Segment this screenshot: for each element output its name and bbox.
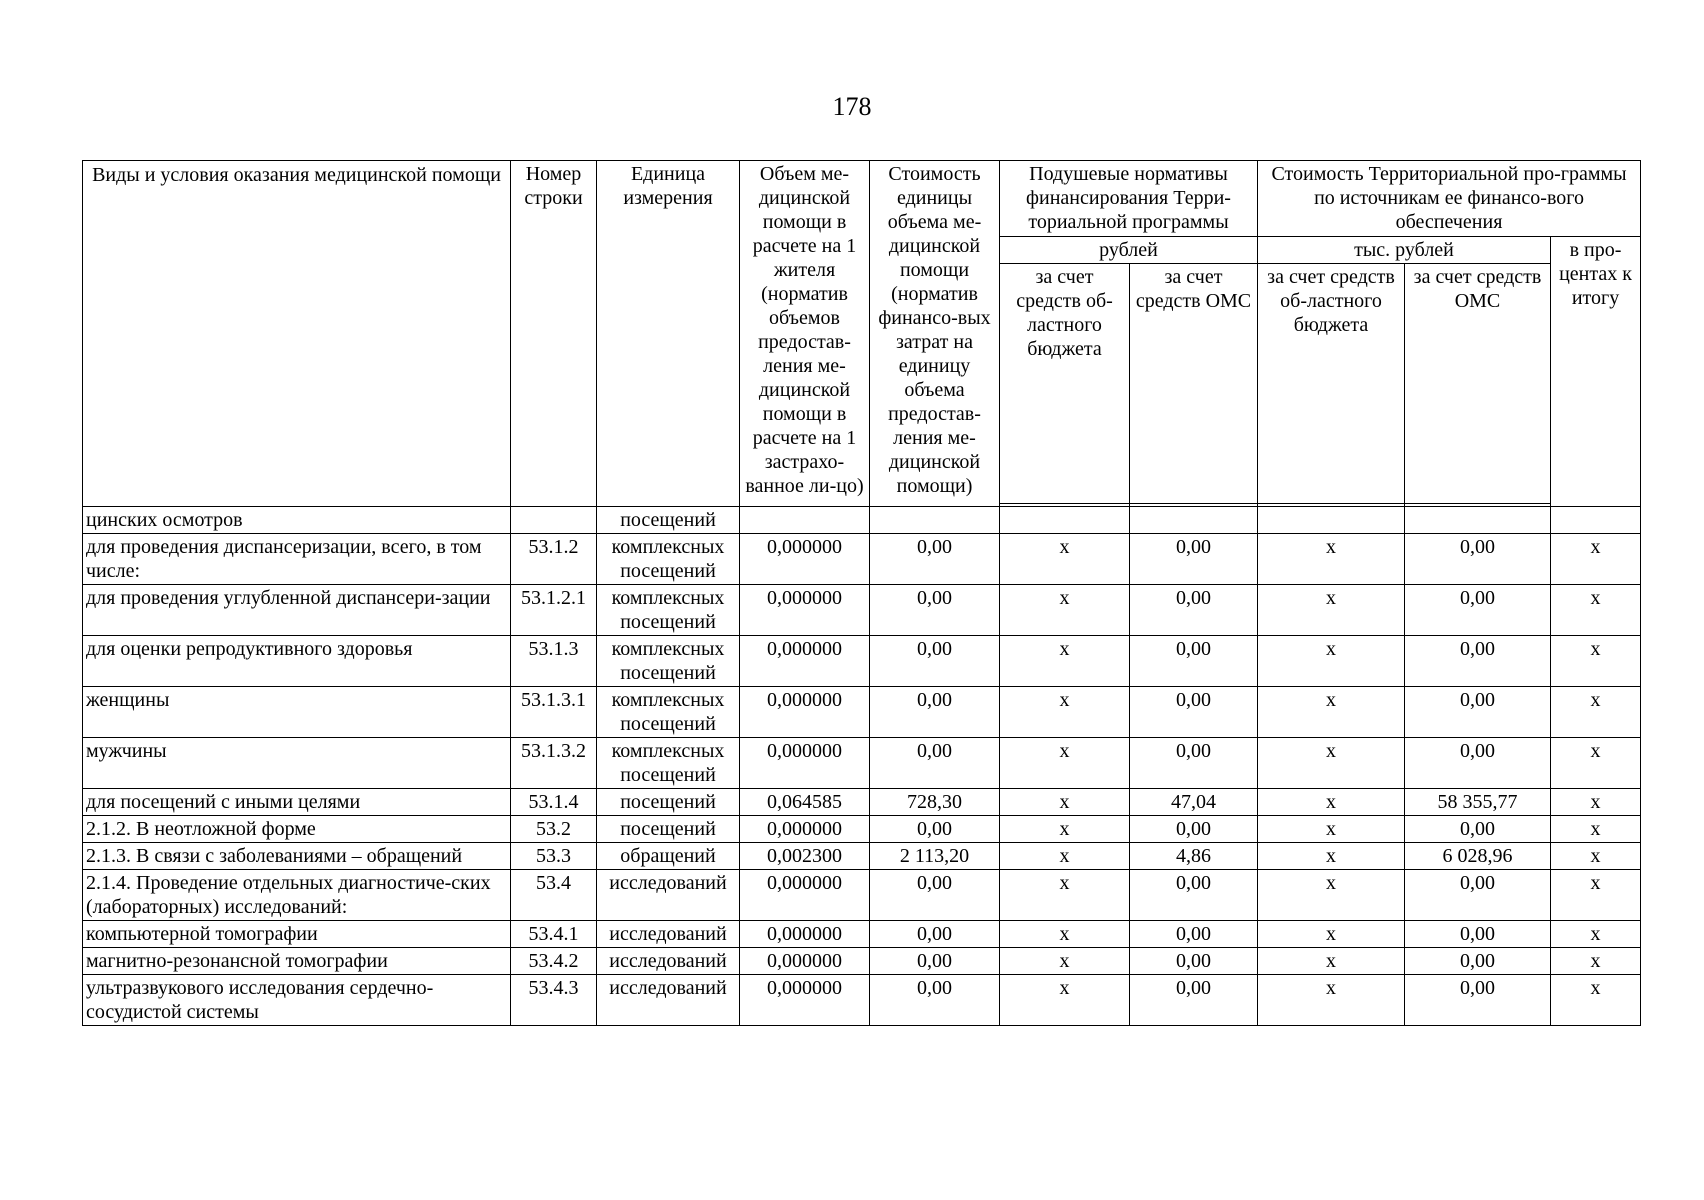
row-name: 2.1.4. Проведение отдельных диагностиче-ских (лабораторных) исследований:: [83, 870, 511, 921]
financing-table: [82, 160, 1641, 1026]
row-total-regional: x: [1258, 738, 1405, 789]
table-row: [83, 687, 1641, 738]
row-number: [511, 507, 597, 534]
row-volume: 0,000000: [740, 921, 870, 948]
row-cost: [870, 507, 1000, 534]
row-per-capita-regional: [1000, 507, 1130, 534]
row-cost: 0,00: [870, 816, 1000, 843]
table-body: [83, 507, 1641, 1026]
row-name: 2.1.3. В связи с заболеваниями – обращений: [83, 843, 511, 870]
row-percent: x: [1551, 534, 1641, 585]
table-header: [83, 161, 1641, 507]
row-per-capita-regional: x: [1000, 816, 1130, 843]
row-volume: 0,000000: [740, 585, 870, 636]
header-type: Виды и условия оказания медицинской помощи: [83, 161, 511, 507]
row-per-capita-oms: [1130, 507, 1258, 534]
header-unit-thousand-rub: тыс. рублей: [1258, 237, 1551, 264]
table-row: [83, 636, 1641, 687]
row-percent: x: [1551, 789, 1641, 816]
row-total-oms: 0,00: [1405, 687, 1551, 738]
row-name: мужчины: [83, 738, 511, 789]
row-percent: x: [1551, 738, 1641, 789]
table-row: [83, 507, 1641, 534]
row-name: компьютерной томографии: [83, 921, 511, 948]
table-row: [83, 585, 1641, 636]
row-name: 2.1.2. В неотложной форме: [83, 816, 511, 843]
row-per-capita-regional: x: [1000, 948, 1130, 975]
table-row: [83, 738, 1641, 789]
row-per-capita-regional: x: [1000, 921, 1130, 948]
row-total-regional: x: [1258, 921, 1405, 948]
row-unit: исследований: [597, 975, 740, 1026]
row-per-capita-oms: 0,00: [1130, 738, 1258, 789]
row-total-regional: x: [1258, 687, 1405, 738]
row-total-oms: 0,00: [1405, 921, 1551, 948]
header-cost-total: Стоимость Территориальной про-граммы по источникам ее финансо-вого обеспечения: [1258, 161, 1641, 237]
row-number: 53.4.1: [511, 921, 597, 948]
row-total-oms: 0,00: [1405, 534, 1551, 585]
row-per-capita-oms: 0,00: [1130, 534, 1258, 585]
row-volume: 0,000000: [740, 975, 870, 1026]
row-number: 53.4: [511, 870, 597, 921]
row-name: для проведения углубленной диспансери-зации: [83, 585, 511, 636]
row-percent: x: [1551, 870, 1641, 921]
table-row: [83, 975, 1641, 1026]
row-percent: x: [1551, 843, 1641, 870]
row-number: 53.4.3: [511, 975, 597, 1026]
row-per-capita-regional: x: [1000, 738, 1130, 789]
row-number: 53.1.3: [511, 636, 597, 687]
row-total-oms: 0,00: [1405, 585, 1551, 636]
row-name: для посещений с иными целями: [83, 789, 511, 816]
table-row: [83, 816, 1641, 843]
row-total-oms: 0,00: [1405, 948, 1551, 975]
page-number: 178: [832, 92, 872, 121]
row-cost: 0,00: [870, 975, 1000, 1026]
row-cost: 0,00: [870, 687, 1000, 738]
row-per-capita-oms: 4,86: [1130, 843, 1258, 870]
row-cost: 2 113,20: [870, 843, 1000, 870]
row-percent: x: [1551, 636, 1641, 687]
row-unit: обращений: [597, 843, 740, 870]
row-per-capita-oms: 0,00: [1130, 687, 1258, 738]
row-unit: исследований: [597, 921, 740, 948]
row-name: магнитно-резонансной томографии: [83, 948, 511, 975]
row-total-regional: x: [1258, 585, 1405, 636]
row-number: 53.4.2: [511, 948, 597, 975]
row-volume: 0,000000: [740, 948, 870, 975]
row-total-regional: x: [1258, 636, 1405, 687]
row-total-oms: [1405, 507, 1551, 534]
row-percent: x: [1551, 921, 1641, 948]
row-per-capita-regional: x: [1000, 975, 1130, 1026]
row-per-capita-oms: 47,04: [1130, 789, 1258, 816]
row-total-oms: 0,00: [1405, 738, 1551, 789]
row-per-capita-oms: 0,00: [1130, 948, 1258, 975]
row-total-regional: x: [1258, 975, 1405, 1026]
row-total-regional: x: [1258, 870, 1405, 921]
row-total-regional: x: [1258, 534, 1405, 585]
table-row: [83, 921, 1641, 948]
row-volume: 0,000000: [740, 816, 870, 843]
row-cost: 0,00: [870, 534, 1000, 585]
row-number: 53.1.2.1: [511, 585, 597, 636]
row-volume: 0,000000: [740, 636, 870, 687]
table-row: [83, 870, 1641, 921]
row-unit: посещений: [597, 507, 740, 534]
row-unit: посещений: [597, 789, 740, 816]
header-oms-total: за счет средств ОМС: [1405, 264, 1551, 504]
row-total-regional: x: [1258, 789, 1405, 816]
row-per-capita-regional: x: [1000, 843, 1130, 870]
row-cost: 0,00: [870, 948, 1000, 975]
row-total-regional: x: [1258, 843, 1405, 870]
row-volume: 0,002300: [740, 843, 870, 870]
row-per-capita-oms: 0,00: [1130, 816, 1258, 843]
header-unit: Единица измерения: [597, 161, 740, 507]
header-oms: за счет средств ОМС: [1130, 264, 1258, 504]
table-row: [83, 948, 1641, 975]
row-per-capita-regional: x: [1000, 585, 1130, 636]
row-total-oms: 6 028,96: [1405, 843, 1551, 870]
header-row-no: Номер строки: [511, 161, 597, 507]
row-per-capita-regional: x: [1000, 789, 1130, 816]
row-name: для оценки репродуктивного здоровья: [83, 636, 511, 687]
row-cost: 0,00: [870, 636, 1000, 687]
row-per-capita-regional: x: [1000, 636, 1130, 687]
row-volume: [740, 507, 870, 534]
row-unit: комплексных посещений: [597, 585, 740, 636]
header-cost: Стоимость единицы объема ме-дицинской помощи (норматив финансо-вых затрат на единицу объема предостав-ления ме-дицинской помощи): [870, 161, 1000, 507]
row-percent: x: [1551, 585, 1641, 636]
row-unit: исследований: [597, 870, 740, 921]
row-percent: x: [1551, 816, 1641, 843]
row-number: 53.2: [511, 816, 597, 843]
row-per-capita-oms: 0,00: [1130, 585, 1258, 636]
row-percent: [1551, 507, 1641, 534]
row-name: цинских осмотров: [83, 507, 511, 534]
row-percent: x: [1551, 687, 1641, 738]
row-volume: 0,000000: [740, 534, 870, 585]
header-regional: за счет средств об-ластного бюджета: [1000, 264, 1130, 504]
row-unit: посещений: [597, 816, 740, 843]
header-volume: Объем ме-дицинской помощи в расчете на 1 жителя (норматив объемов предостав-ления ме-дицинской помощи в расчете на 1 застрахо-ванное ли-цо): [740, 161, 870, 507]
row-unit: комплексных посещений: [597, 738, 740, 789]
row-cost: 0,00: [870, 921, 1000, 948]
header-per-capita: Подушевые нормативы финансирования Терри-ториальной программы: [1000, 161, 1258, 237]
row-unit: комплексных посещений: [597, 687, 740, 738]
table-row: [83, 534, 1641, 585]
row-unit: комплексных посещений: [597, 636, 740, 687]
row-per-capita-regional: x: [1000, 534, 1130, 585]
row-per-capita-oms: 0,00: [1130, 636, 1258, 687]
row-total-regional: x: [1258, 948, 1405, 975]
row-name: женщины: [83, 687, 511, 738]
row-cost: 0,00: [870, 585, 1000, 636]
row-volume: 0,000000: [740, 870, 870, 921]
row-total-regional: [1258, 507, 1405, 534]
row-total-regional: x: [1258, 816, 1405, 843]
table-row: [83, 843, 1641, 870]
row-per-capita-oms: 0,00: [1130, 975, 1258, 1026]
row-name: ультразвукового исследования сердечно-сосудистой системы: [83, 975, 511, 1026]
row-cost: 728,30: [870, 789, 1000, 816]
row-unit: комплексных посещений: [597, 534, 740, 585]
row-name: для проведения диспансеризации, всего, в том числе:: [83, 534, 511, 585]
row-number: 53.1.2: [511, 534, 597, 585]
row-volume: 0,000000: [740, 738, 870, 789]
row-percent: x: [1551, 975, 1641, 1026]
row-number: 53.1.3.2: [511, 738, 597, 789]
row-total-oms: 0,00: [1405, 636, 1551, 687]
row-number: 53.3: [511, 843, 597, 870]
row-per-capita-oms: 0,00: [1130, 870, 1258, 921]
row-per-capita-regional: x: [1000, 870, 1130, 921]
header-regional-total: за счет средств об-ластного бюджета: [1258, 264, 1405, 504]
row-total-oms: 58 355,77: [1405, 789, 1551, 816]
table-row: [83, 789, 1641, 816]
row-total-oms: 0,00: [1405, 816, 1551, 843]
row-per-capita-regional: x: [1000, 687, 1130, 738]
row-volume: 0,064585: [740, 789, 870, 816]
header-unit-rub: рублей: [1000, 237, 1258, 264]
row-number: 53.1.4: [511, 789, 597, 816]
row-cost: 0,00: [870, 870, 1000, 921]
row-unit: исследований: [597, 948, 740, 975]
row-cost: 0,00: [870, 738, 1000, 789]
row-number: 53.1.3.1: [511, 687, 597, 738]
row-volume: 0,000000: [740, 687, 870, 738]
row-total-oms: 0,00: [1405, 870, 1551, 921]
row-percent: x: [1551, 948, 1641, 975]
header-percent: в про-центах к итогу: [1551, 237, 1641, 507]
row-total-oms: 0,00: [1405, 975, 1551, 1026]
row-per-capita-oms: 0,00: [1130, 921, 1258, 948]
